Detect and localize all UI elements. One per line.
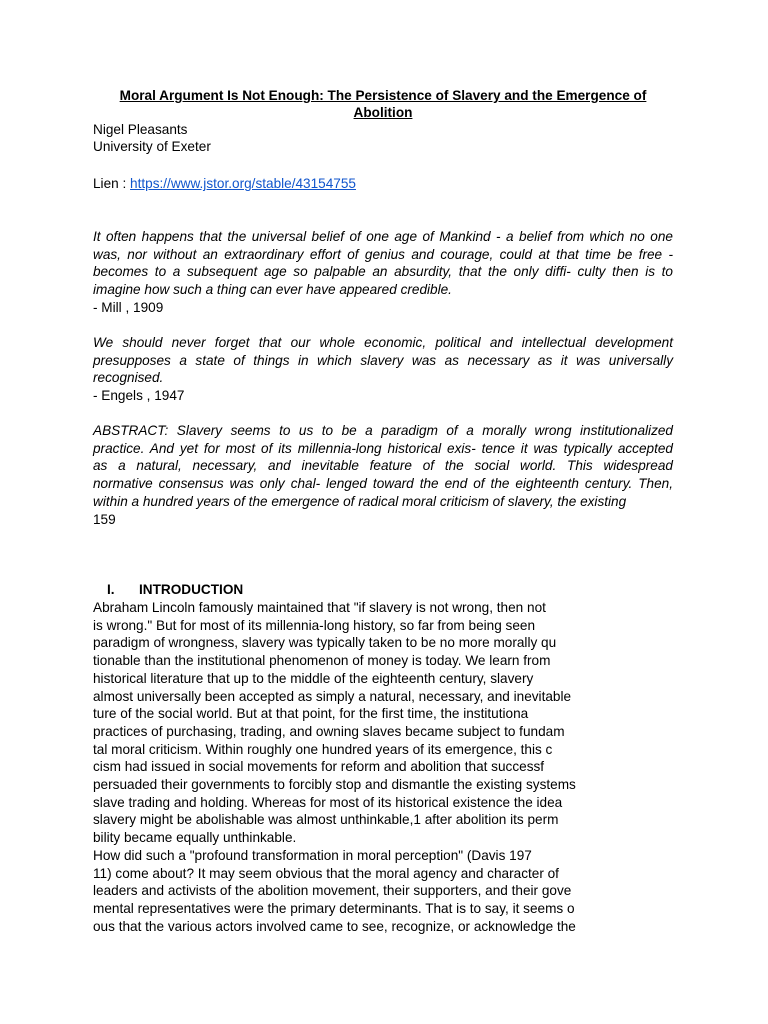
quote-line: presupposes a state of things in which slavery was as necessary as it was universally: [93, 352, 673, 368]
body-text: [93, 599, 613, 935]
body-line: is wrong." But for most of its millennia-long history, so far from being seen: [93, 617, 536, 633]
body-line: ous that the various actors involved came to see, recognize, or acknowledge the: [93, 918, 576, 934]
quote-line: becomes to a subsequent age so palpable an absurdity, that the only diffi- culty then is to: [93, 264, 673, 280]
section-number: I.: [107, 582, 115, 597]
body-line: leaders and activists of the abolition movement, their supporters, and their gove: [93, 883, 572, 899]
body-line: slavery might be abolishable was almost unthinkable,1 after abolition its perm: [93, 812, 559, 828]
abstract-line: normative consensus was only chal- lenged toward the end of the eighteenth century. Then,: [93, 476, 673, 492]
body-line: paradigm of wrongness, slavery was typically taken to be no more morally qu: [93, 635, 557, 651]
paper-title: Moral Argument Is Not Enough: The Persistence of Slavery and the Emergence of Abolition: [119, 88, 647, 120]
body-line: 11) come about? It may seem obvious that the moral agency and character of: [93, 865, 559, 881]
author-name: Nigel Pleasants: [93, 122, 188, 137]
quote-line: was, nor without an extraordinary effort of genius and courage, could at that time be free -: [93, 246, 673, 262]
body-line: ture of the social world. But at that point, for the first time, the institutiona: [93, 706, 529, 722]
abstract: [93, 422, 673, 511]
body-line: almost universally been accepted as simply a natural, necessary, and inevitable: [93, 688, 572, 704]
section-title: INTRODUCTION: [139, 582, 244, 597]
body-line: bility became equally unthinkable.: [93, 830, 297, 846]
link-label: Lien :: [93, 176, 131, 191]
jstor-link[interactable]: https://www.jstor.org/stable/43154755: [130, 176, 356, 191]
section-heading: [107, 581, 243, 599]
quote-line: It often happens that the universal belief of one age of Mankind - a belief from which no one: [93, 229, 673, 244]
page-number: 159: [93, 512, 116, 527]
body-line: cism had issued in social movements for reform and abolition that successf: [93, 759, 545, 775]
body-line: persuaded their governments to forcibly stop and dismantle the existing systems: [93, 777, 576, 793]
body-line: slave trading and holding. Whereas for most of its historical existence the idea: [93, 794, 563, 810]
quote-line: recognised.: [93, 370, 164, 386]
body-line: tal moral criticism. Within roughly one hundred years of its emergence, this c: [93, 741, 553, 757]
author-affiliation: University of Exeter: [93, 139, 211, 154]
quote-line: imagine how such a thing can ever have appeared credible.: [93, 282, 452, 298]
body-line: Abraham Lincoln famously maintained that "if slavery is not wrong, then not: [93, 600, 546, 615]
abstract-line: within a hundred years of the emergence of radical moral criticism of slavery, the existing: [93, 493, 627, 509]
body-line: tionable than the institutional phenomenon of money is today. We learn from: [93, 653, 551, 669]
epigraph-attribution: - Mill , 1909: [93, 300, 164, 315]
body-line: mental representatives were the primary determinants. That is to say, it seems o: [93, 900, 575, 916]
body-line: practices of purchasing, trading, and owning slaves became subject to fundam: [93, 723, 565, 739]
abstract-line: as a natural, necessary, and inevitable feature of the social world. This widespread: [93, 458, 673, 474]
epigraph-attribution: - Engels , 1947: [93, 388, 185, 403]
source-link-line: [93, 175, 673, 193]
epigraph-mill: [93, 228, 673, 299]
body-line: How did such a "profound transformation in moral perception" (Davis 197: [93, 847, 532, 863]
body-line: historical literature that up to the middle of the eighteenth century, slavery: [93, 670, 534, 686]
quote-line: We should never forget that our whole economic, political and intellectual development: [93, 335, 673, 350]
epigraph-engels: [93, 334, 673, 387]
abstract-line: practice. And yet for most of its millennia-long historical exis- tence it was typically accepted: [93, 440, 673, 456]
abstract-line: ABSTRACT: Slavery seems to us to be a paradigm of a morally wrong institutionalized: [93, 423, 673, 438]
